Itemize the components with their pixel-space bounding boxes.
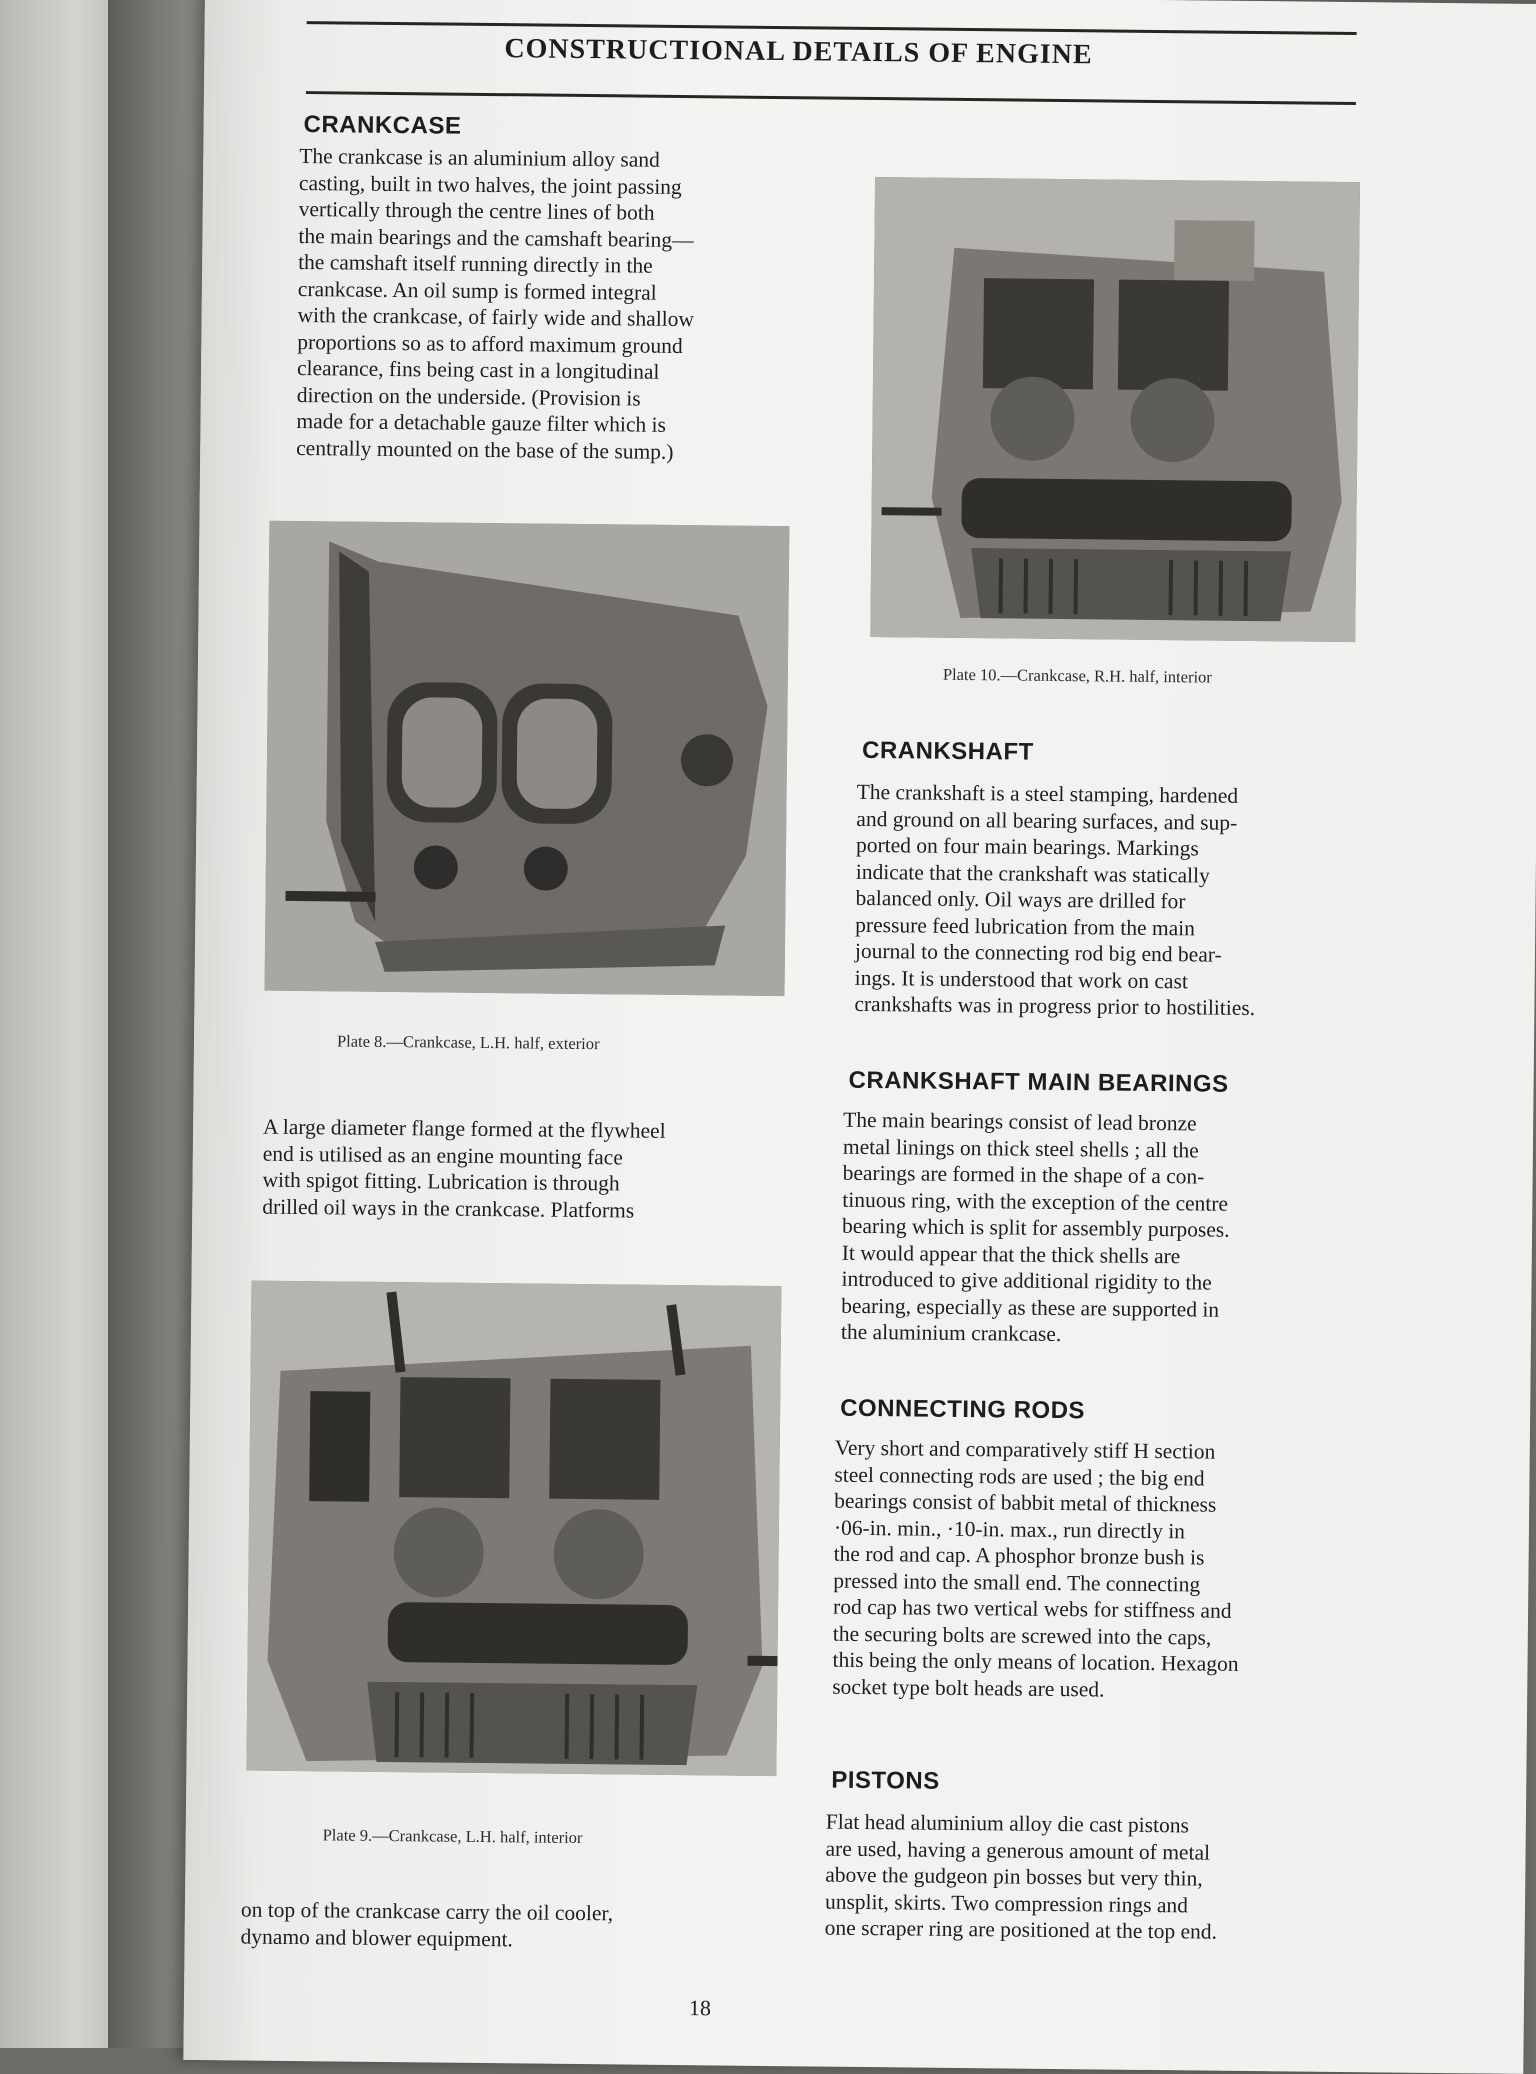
text-line: casting, built in two halves, the joint passing <box>298 170 682 199</box>
text-line: indicate that the crankshaft was statically <box>855 859 1210 888</box>
text-line: unsplit, skirts. Two compression rings and <box>824 1889 1189 1917</box>
text-line: bearing, especially as these are supported in <box>841 1293 1220 1322</box>
text-line: centrally mounted on the base of the sump.) <box>296 435 674 464</box>
crankcase-exterior-image <box>265 521 790 996</box>
text-line: Flat head aluminium alloy die cast pistons <box>825 1809 1190 1838</box>
plate-8-caption: Plate 8.—Crankcase, L.H. half, exterior <box>336 1031 600 1054</box>
crankshaft-paragraph <box>854 779 1361 1023</box>
page-title: CONSTRUCTIONAL DETAILS OF ENGINE <box>504 33 1093 71</box>
text-line: drilled oil ways in the crankcase. Platforms <box>262 1194 635 1223</box>
text-line: It would appear that the thick shells are <box>841 1240 1181 1268</box>
text-line: metal linings on thick steel shells ; all the <box>842 1134 1199 1162</box>
text-line: The crankcase is an aluminium alloy sand <box>299 143 660 172</box>
crankcase-paragraph-end <box>240 1896 801 1955</box>
text-line: rod cap has two vertical webs for stiffness and <box>832 1594 1232 1623</box>
text-line: vertically through the centre lines of both <box>298 196 655 225</box>
main-bearings-paragraph <box>841 1107 1353 1351</box>
plate-10-caption: Plate 10.—Crankcase, R.H. half, interior <box>942 664 1212 687</box>
text-line: dynamo and blower equipment. <box>240 1923 514 1951</box>
text-line: journal to the connecting rod big end bear- <box>854 938 1222 967</box>
text-line: proportions so as to afford maximum ground <box>297 329 683 358</box>
text-line: the rod and cap. A phosphor bronze bush is <box>833 1541 1205 1570</box>
text-line: Very short and comparatively stiff H section <box>834 1435 1216 1464</box>
text-line: bearings are formed in the shape of a con- <box>842 1160 1205 1189</box>
page-number: 18 <box>688 1995 712 2021</box>
plate-10-photo <box>870 177 1360 642</box>
text-line: direction on the underside. (Provision is <box>296 382 641 411</box>
text-line: clearance, fins being cast in a longitudinal <box>296 355 660 384</box>
crankcase-lh-interior-image <box>246 1281 781 1777</box>
text-line: and ground on all bearing surfaces, and sup- <box>856 806 1238 835</box>
text-line: bearing which is split for assembly purposes. <box>841 1213 1230 1242</box>
heading-main-bearings: CRANKSHAFT MAIN BEARINGS <box>848 1066 1229 1098</box>
heading-crankshaft: CRANKSHAFT <box>861 736 1034 766</box>
text-line: ings. It is understood that work on cast <box>854 965 1189 993</box>
text-line: the aluminium crankcase. <box>840 1319 1062 1347</box>
text-line: tinuous ring, with the exception of the centre <box>842 1187 1229 1216</box>
plate-8-photo <box>265 521 790 996</box>
crankcase-paragraph <box>296 143 817 466</box>
text-line: introduced to give additional rigidity to the <box>841 1266 1212 1295</box>
text-line: pressure feed lubrication from the main <box>855 912 1196 940</box>
text-line: balanced only. Oil ways are drilled for <box>855 885 1186 914</box>
text-line: The crankshaft is a steel stamping, hardened <box>856 779 1239 808</box>
text-line: the camshaft itself running directly in the <box>298 249 653 278</box>
heading-pistons: PISTONS <box>831 1766 940 1795</box>
text-line: steel connecting rods are used ; the big end <box>834 1462 1205 1491</box>
text-line: crankcase. An oil sump is formed integral <box>297 276 657 305</box>
text-line: The main bearings consist of lead bronze <box>843 1107 1197 1136</box>
text-line: the securing bolts are screwed into the caps, <box>832 1621 1212 1650</box>
heading-crankcase: CRANKCASE <box>303 111 462 140</box>
heading-connecting-rods: CONNECTING RODS <box>840 1394 1086 1425</box>
text-line: with the crankcase, of fairly wide and shallow <box>297 302 695 332</box>
plate-9-photo <box>246 1281 781 1777</box>
text-line: crankshafts was in progress prior to hostilities. <box>854 991 1256 1021</box>
connecting-rods-paragraph <box>832 1435 1360 1705</box>
text-line: made for a detachable gauze filter which is <box>296 408 667 437</box>
text-line: end is utilised as an engine mounting face <box>262 1141 623 1169</box>
header-bottom-rule <box>306 91 1356 105</box>
plate-9-caption: Plate 9.—Crankcase, L.H. half, interior <box>322 1825 583 1848</box>
text-line: above the gudgeon pin bosses but very thin, <box>825 1862 1203 1891</box>
text-line: with spigot fitting. Lubrication is through <box>262 1167 620 1196</box>
text-line: are used, having a generous amount of metal <box>825 1836 1211 1865</box>
text-line: ported on four main bearings. Markings <box>855 832 1199 861</box>
text-line: the main bearings and the camshaft bearing— <box>298 223 694 252</box>
crankcase-paragraph-continued <box>262 1114 798 1226</box>
text-line: this being the only means of location. Hexagon <box>832 1647 1239 1676</box>
crankcase-rh-interior-image <box>870 177 1360 642</box>
text-line: ·06-in. min., ·10-in. max., run directly in <box>833 1515 1186 1543</box>
text-line: bearings consist of babbit metal of thickness <box>834 1488 1217 1517</box>
text-line: socket type bolt heads are used. <box>832 1674 1105 1702</box>
facing-page-edge <box>0 0 108 2048</box>
pistons-paragraph <box>825 1809 1361 1947</box>
book-page <box>183 0 1536 2074</box>
text-line: one scraper ring are positioned at the top end. <box>824 1915 1218 1944</box>
text-line: on top of the crankcase carry the oil cooler, <box>240 1897 614 1926</box>
header-top-rule <box>307 21 1357 35</box>
text-line: pressed into the small end. The connecting <box>833 1568 1201 1597</box>
text-line: A large diameter flange formed at the flywheel <box>262 1114 666 1143</box>
